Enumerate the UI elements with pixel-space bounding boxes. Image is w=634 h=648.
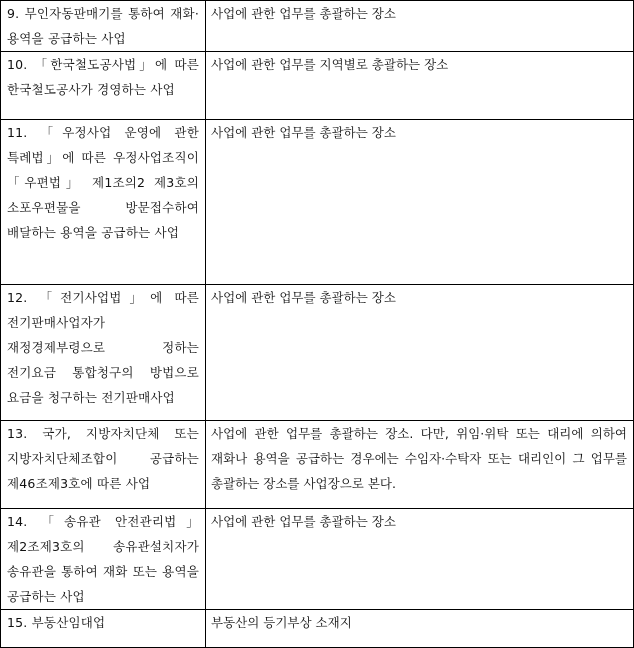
- business-type-cell: 14. 「송유관 안전관리법」 제2조제3호의 송유관설치자가 송유관을 통하여 재화 또는 용역을 공급하는 사업: [1, 509, 206, 610]
- business-type-cell: 13. 국가, 지방자치단체 또는 지방자치단체조합이 공급하는 제46조제3호에 따른 사업: [1, 421, 206, 509]
- business-place-cell: 사업에 관한 업무를 총괄하는 장소: [206, 1, 634, 52]
- table-row: [1, 285, 634, 421]
- table-row: [1, 421, 634, 509]
- business-type-cell: 10. 「한국철도공사법」에 따른 한국철도공사가 경영하는 사업: [1, 52, 206, 120]
- table-row: [1, 610, 634, 648]
- table-row: [1, 1, 634, 52]
- business-type-cell: 12. 「전기사업법」에 따른 전기판매사업자가 재정경제부령으로 정하는 전기요금 통합청구의 방법으로 요금을 청구하는 전기판매사업: [1, 285, 206, 421]
- business-place-cell: 사업에 관한 업무를 총괄하는 장소. 다만, 위임·위탁 또는 대리에 의하여 재화나 용역을 공급하는 경우에는 수임자·수탁자 또는 대리인이 그 업무를 총괄하는 장소를 사업장으로 본다.: [206, 421, 634, 509]
- table-row: [1, 509, 634, 610]
- table-row: [1, 52, 634, 120]
- business-place-cell: 사업에 관한 업무를 총괄하는 장소: [206, 285, 634, 421]
- table-row: [1, 120, 634, 285]
- business-place-cell: 사업에 관한 업무를 총괄하는 장소: [206, 509, 634, 610]
- business-place-cell: 사업에 관한 업무를 지역별로 총괄하는 장소: [206, 52, 634, 120]
- business-type-cell: 11. 「우정사업 운영에 관한 특례법」에 따른 우정사업조직이 「우편법」 제1조의2 제3호의 소포우편물을 방문접수하여 배달하는 용역을 공급하는 사업: [1, 120, 206, 285]
- business-place-cell: 사업에 관한 업무를 총괄하는 장소: [206, 120, 634, 285]
- business-place-cell: 부동산의 등기부상 소재지: [206, 610, 634, 648]
- business-type-cell: 15. 부동산임대업: [1, 610, 206, 648]
- business-type-cell: 9. 무인자동판매기를 통하여 재화·용역을 공급하는 사업: [1, 1, 206, 52]
